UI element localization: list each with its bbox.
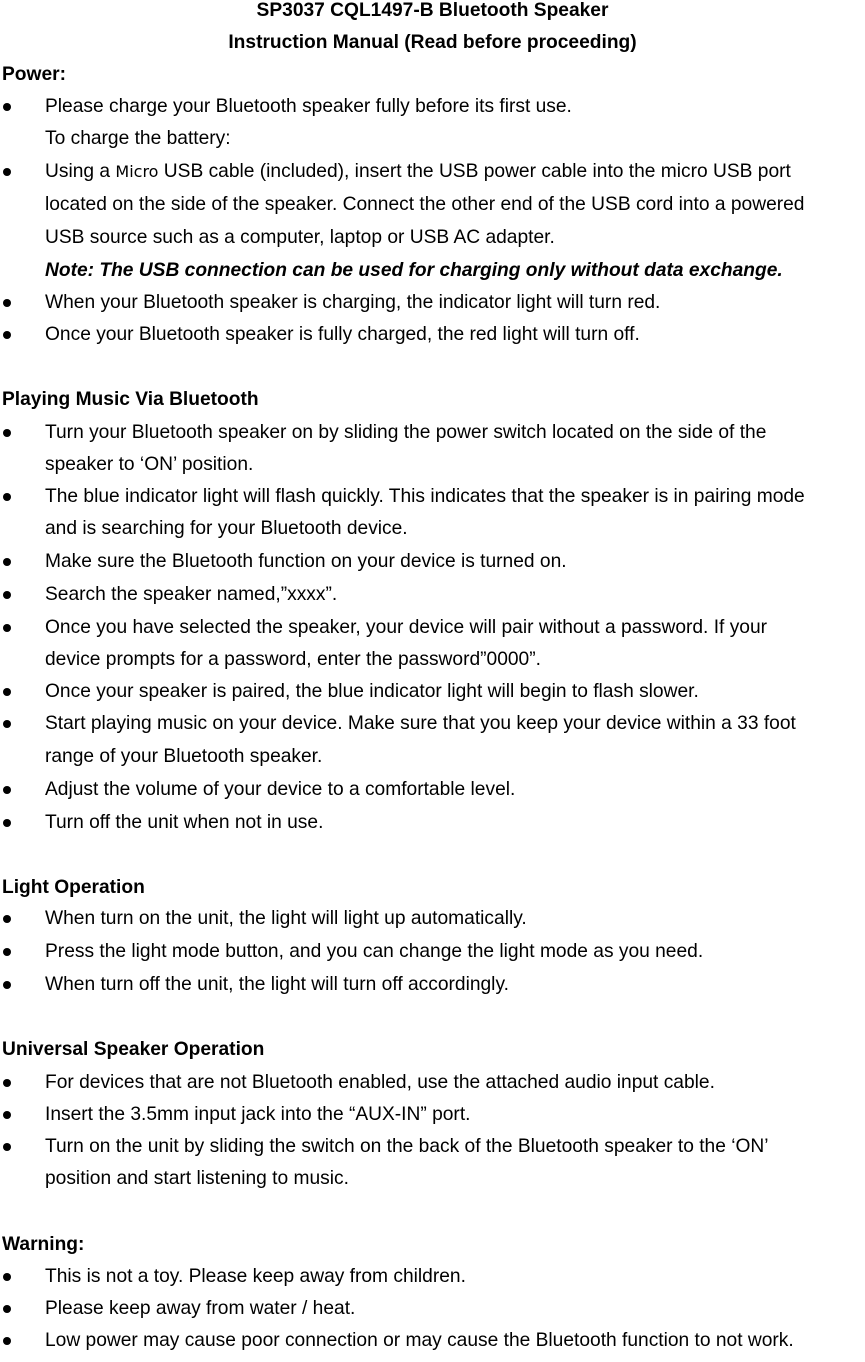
bullet-icon	[3, 948, 11, 956]
bullet-icon	[3, 1111, 11, 1119]
section-heading-light-operation: Light Operation	[2, 877, 145, 898]
bullet-icon	[3, 981, 11, 989]
section-heading-warning: Warning:	[2, 1234, 85, 1255]
bullet-icon	[3, 1305, 11, 1313]
document-subtitle: Instruction Manual (Read before proceeding)	[228, 32, 637, 53]
bullet-icon	[3, 624, 11, 632]
bullet-icon	[3, 1079, 11, 1087]
bullet-icon	[3, 493, 11, 501]
bullet-icon	[3, 1143, 11, 1151]
bullet-icon	[3, 1273, 11, 1281]
bullet-icon	[3, 558, 11, 566]
section-heading-power: Power:	[2, 64, 66, 85]
bullet-icon	[3, 429, 11, 437]
bullet-icon	[3, 819, 11, 827]
bullet-icon	[3, 103, 11, 111]
section-heading-playing-music: Playing Music Via Bluetooth	[2, 389, 259, 410]
bullet-icon	[3, 1337, 11, 1345]
bullet-icon	[3, 688, 11, 696]
document-title: SP3037 CQL1497-B Bluetooth Speaker	[256, 0, 609, 21]
bullet-icon	[3, 591, 11, 599]
instruction-manual-page: SP3037 CQL1497-B Bluetooth Speaker Instruction Manual (Read before proceeding) Power: Please charge your Bluetooth speaker fully before its first use. To charge the battery: Using a Micro USB cable (included), insert the USB power cable into the micro USB port located on the side of the speaker. Connect the other end of the USB cord into a powered USB source such as a computer, laptop or USB AC adapter. Note: The USB connection can be used for charging only without data exchange. When your Bluetooth speaker is charging, the indicator light will turn red. Once your Bluetooth speaker is fully charged, the red light will turn off. Playing Music Via Bluetooth Turn your Bluetooth speaker on by sliding the power switch located on the side of the speaker to ‘ON’ position. The blue indicator light will flash quickly. This indicates that the speaker is in pairing mode and is searching for your Bluetooth device. Make sure the Bluetooth function on your device is turned on. Search the speaker named,”xxxx”. Once you have selected the speaker, your device will pair without a password. If your device prompts for a password, enter the password”0000”. Once your speaker is paired, the blue indicator light will begin to flash slower. Start playing music on your device. Make sure that you keep your device within a 33 foot range of your Bluetooth speaker. Adjust the volume of your device to a comfortable level. Turn off the unit when not in use. Light Operation When turn on the unit, the light will light up automatically. Press the light mode button, and you can change the light mode as you need. When turn off the unit, the light will turn off accordingly. Universal Speaker Operation For devices that are not Bluetooth enabled, use the attached audio input cable. Insert the 3.5mm input jack into the “AUX-IN” port. Turn on the unit by sliding the switch on the back of the Bluetooth speaker to the ‘ON’ position and start listening to music. Warning: This is not a toy. Please keep away from children. Please keep away from water / heat. Low power may cause poor connection or may cause the Bluetooth function to not work.	[0, 0, 865, 1352]
bullet-icon	[3, 299, 11, 307]
section-heading-universal-speaker: Universal Speaker Operation	[2, 1039, 265, 1060]
bullet-icon	[3, 720, 11, 728]
bullet-icon	[3, 786, 11, 794]
bullet-icon	[3, 168, 11, 176]
bullet-icon	[3, 915, 11, 923]
bullet-icon	[3, 331, 11, 339]
